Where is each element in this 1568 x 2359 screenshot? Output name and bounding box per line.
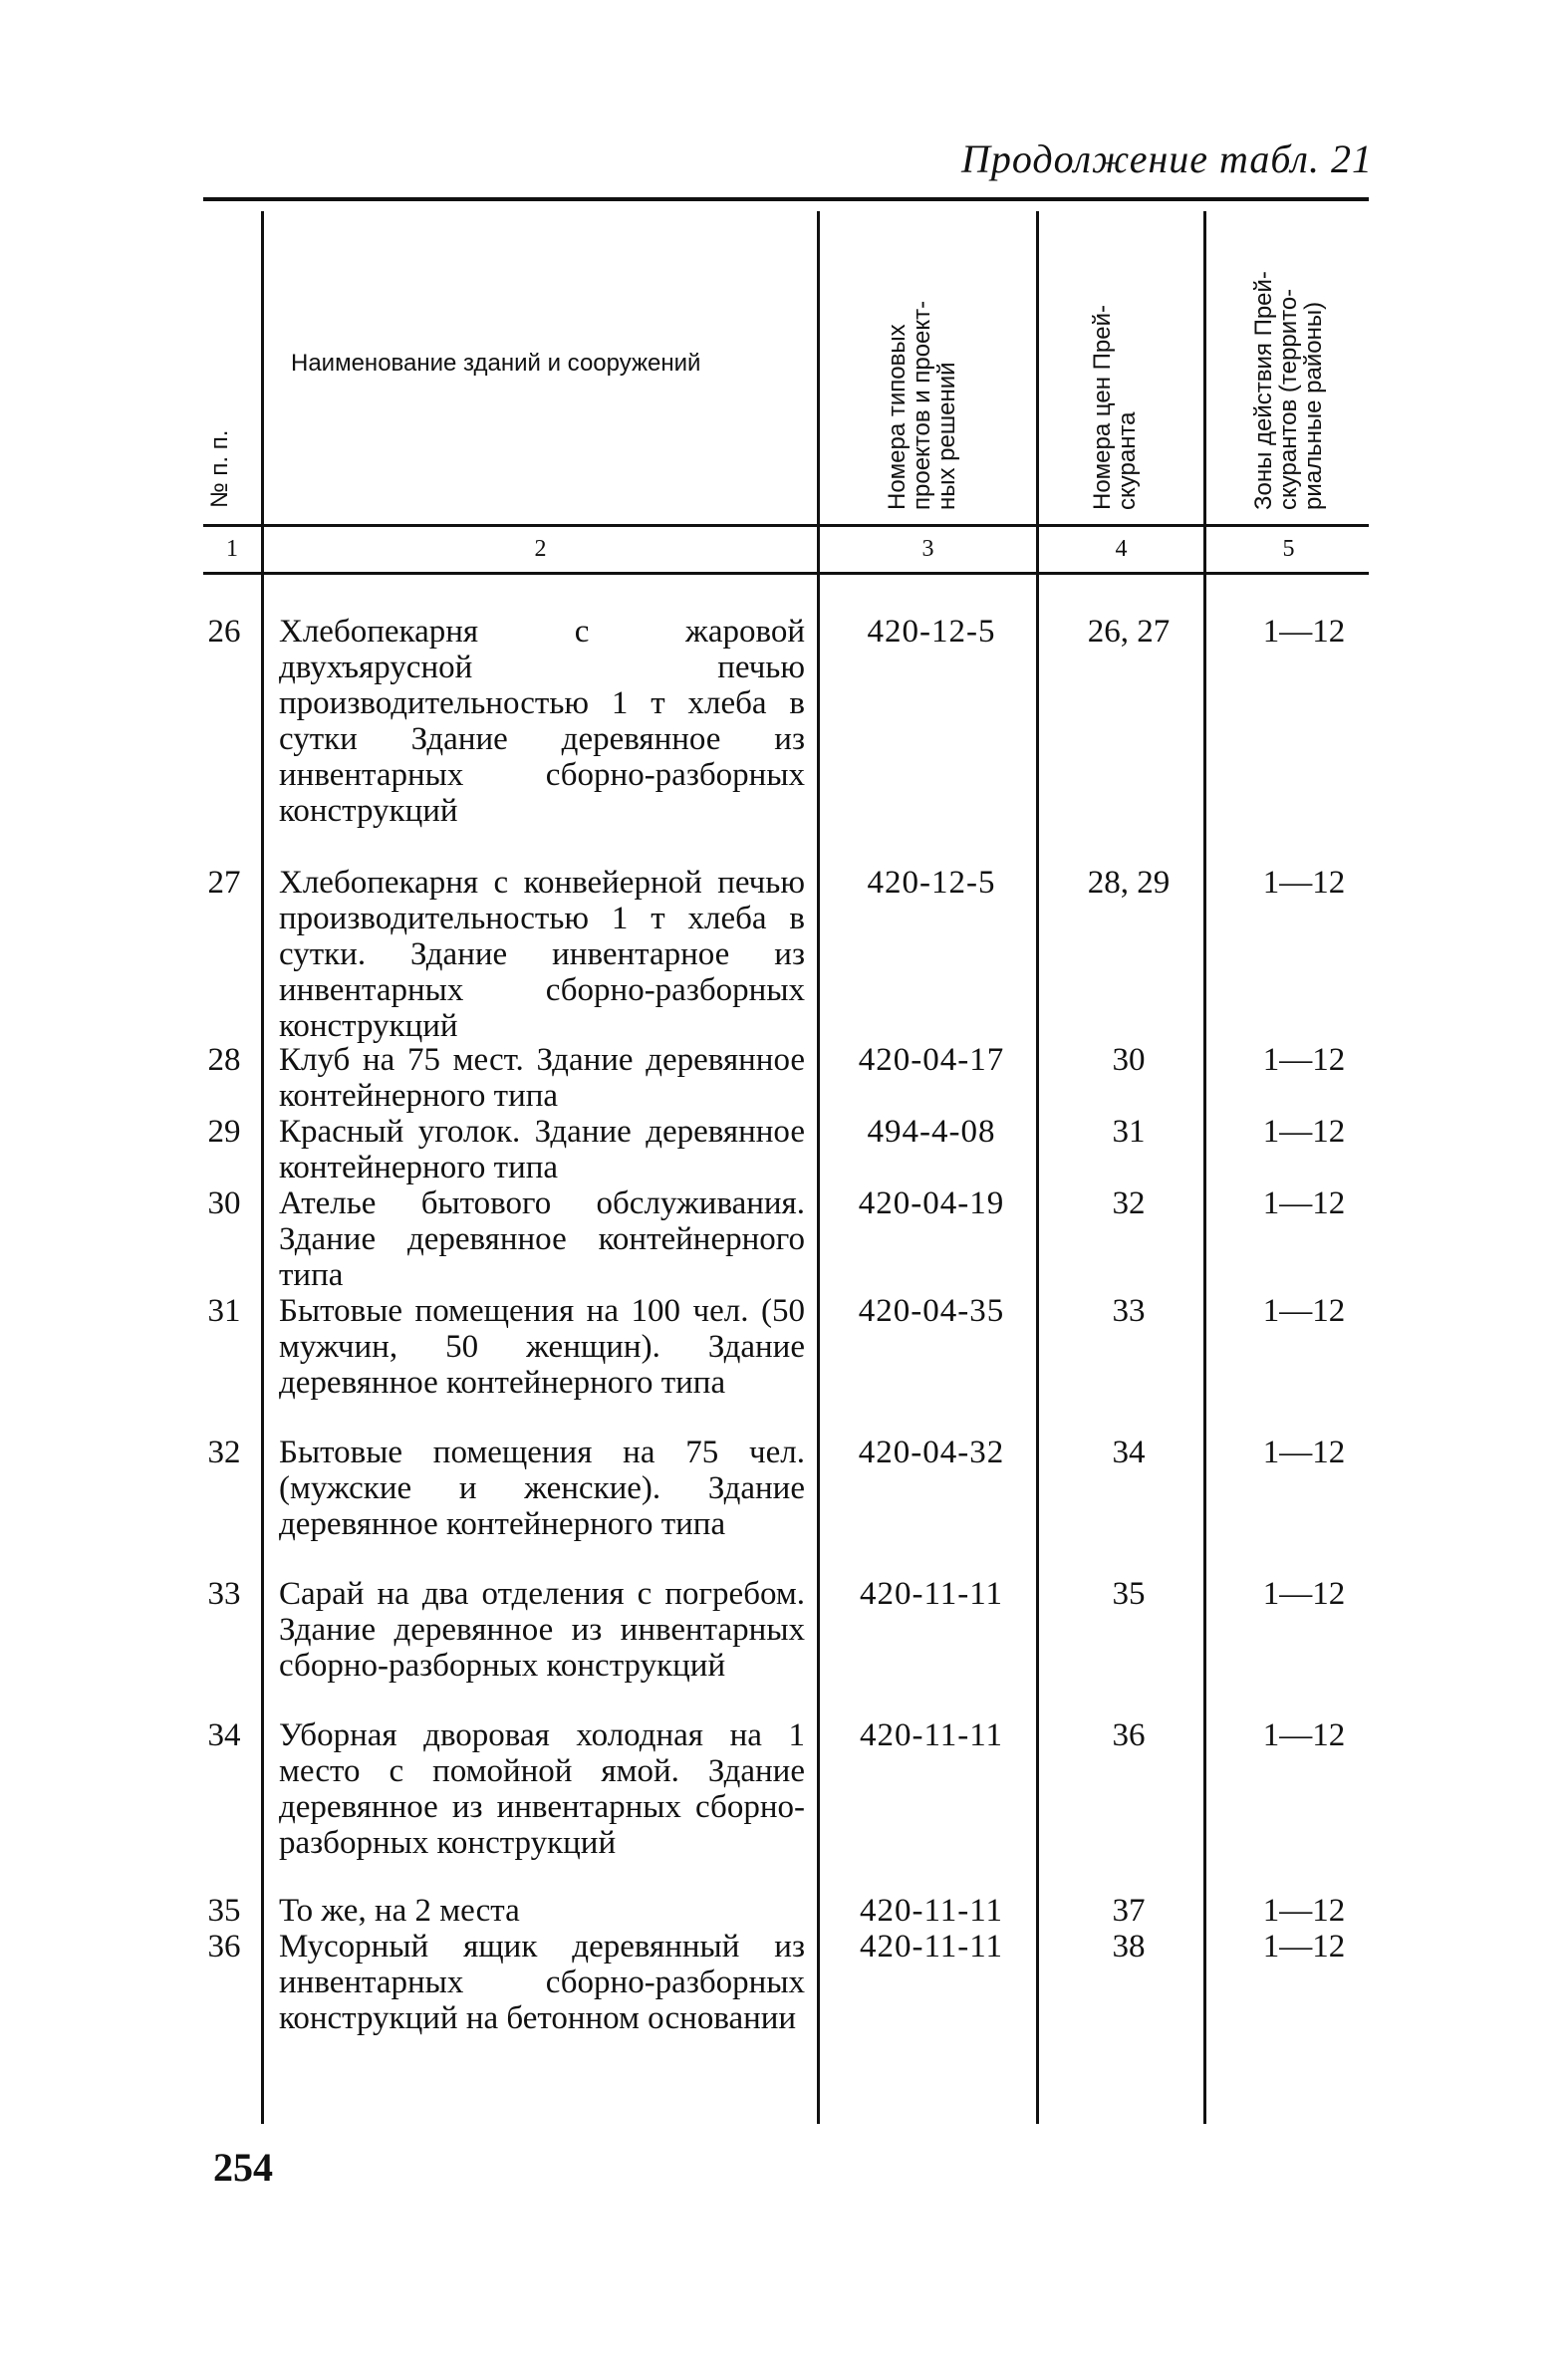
price-numbers: 34: [1112, 1435, 1146, 1470]
project-number: 420-11-11: [859, 1576, 1004, 1612]
row-number: 29: [207, 1114, 241, 1150]
header-price-numbers: Номера цен Прей- скуранта: [1089, 305, 1141, 510]
building-name: Хлебопекарня с конвейерной печью производительностью 1 т хлеба в сутки. Здание инвентарное из инвентарных сборно-разборных конструкций: [279, 865, 805, 1044]
building-name: Бытовые помещения на 100 чел. (50 мужчин, 50 женщин). Здание деревянное контейнерного типа: [279, 1293, 805, 1401]
building-name: Сарай на два отделения с погребом. Здание деревянное из инвентарных сборно-разборных конструкций: [279, 1576, 805, 1684]
building-name: Клуб на 75 мест. Здание деревянное контейнерного типа: [279, 1042, 805, 1114]
project-number: 420-04-35: [858, 1293, 1005, 1329]
column-divider-1: [261, 211, 264, 2124]
row-number: 33: [207, 1576, 241, 1612]
project-number: 420-12-5: [867, 614, 996, 650]
price-numbers: 38: [1112, 1929, 1146, 1965]
project-number: 494-4-08: [867, 1114, 996, 1150]
price-numbers: 28, 29: [1087, 865, 1171, 901]
price-numbers: 37: [1112, 1893, 1146, 1929]
price-zones: 1—12: [1262, 1576, 1346, 1612]
row-number: 27: [207, 865, 241, 901]
price-numbers: 36: [1112, 1717, 1146, 1753]
column-number-3: 3: [921, 536, 934, 562]
building-name: Красный уголок. Здание деревянное контейнерного типа: [279, 1114, 805, 1185]
price-zones: 1—12: [1262, 1185, 1346, 1221]
row-number: 36: [207, 1929, 241, 1965]
price-numbers: 32: [1112, 1185, 1146, 1221]
column-number-5: 5: [1282, 536, 1295, 562]
column-numbers-rule: [203, 572, 1369, 575]
project-number: 420-11-11: [859, 1893, 1004, 1929]
header-rule: [203, 524, 1369, 527]
price-zones: 1—12: [1262, 1929, 1346, 1965]
column-number-4: 4: [1115, 536, 1128, 562]
column-divider-3: [1036, 211, 1039, 2124]
price-zones: 1—12: [1262, 614, 1346, 650]
page-number: 254: [213, 2145, 273, 2190]
row-number: 26: [207, 614, 241, 650]
price-numbers: 26, 27: [1087, 614, 1171, 650]
project-number: 420-12-5: [867, 865, 996, 901]
project-number: 420-04-32: [858, 1435, 1005, 1470]
price-zones: 1—12: [1262, 1893, 1346, 1929]
column-divider-4: [1203, 211, 1206, 2124]
price-zones: 1—12: [1262, 1717, 1346, 1753]
price-zones: 1—12: [1262, 1435, 1346, 1470]
header-row-number: № п. п.: [206, 429, 233, 508]
table-continuation-caption: Продолжение табл. 21: [960, 136, 1373, 181]
project-number: 420-04-17: [858, 1042, 1005, 1078]
price-zones: 1—12: [1262, 865, 1346, 901]
row-number: 31: [207, 1293, 241, 1329]
price-numbers: 31: [1112, 1114, 1146, 1150]
row-number: 34: [207, 1717, 241, 1753]
row-number: 35: [207, 1893, 241, 1929]
header-project-numbers: Номера типовых проектов и проект- ных решений: [884, 300, 960, 510]
column-number-1: 1: [226, 536, 238, 562]
price-zones: 1—12: [1262, 1293, 1346, 1329]
row-number: 28: [207, 1042, 241, 1078]
project-number: 420-11-11: [859, 1929, 1004, 1965]
price-numbers: 33: [1112, 1293, 1146, 1329]
building-name: Мусорный ящик деревянный из инвентарных сборно-разборных конструкций на бетонном основании: [279, 1929, 805, 2036]
price-zones: 1—12: [1262, 1114, 1346, 1150]
price-numbers: 30: [1112, 1042, 1146, 1078]
building-name: Уборная дворовая холодная на 1 место с помойной ямой. Здание деревянное из инвентарных сборно-разборных конструкций: [279, 1717, 805, 1861]
building-name: Ателье бытового обслуживания. Здание деревянное контейнерного типа: [279, 1185, 805, 1293]
column-number-2: 2: [534, 536, 547, 562]
row-number: 30: [207, 1185, 241, 1221]
project-number: 420-04-19: [858, 1185, 1005, 1221]
building-name: Бытовые помещения на 75 чел. (мужские и женские). Здание деревянное контейнерного типа: [279, 1435, 805, 1542]
building-name: То же, на 2 места: [279, 1893, 520, 1929]
row-number: 32: [207, 1435, 241, 1470]
price-numbers: 35: [1112, 1576, 1146, 1612]
building-name: Хлебопекарня с жаровой двухъярусной печью производительностью 1 т хлеба в сутки Здание деревянное из инвентарных сборно-разборных конструкций: [279, 614, 805, 829]
column-divider-2: [817, 211, 820, 2124]
top-rule: [203, 197, 1369, 201]
header-price-zones: Зоны действия Прей- скурантов (террито- риальные районы): [1250, 271, 1327, 510]
price-zones: 1—12: [1262, 1042, 1346, 1078]
project-number: 420-11-11: [859, 1717, 1004, 1753]
header-name: Наименование зданий и сооружений: [291, 350, 701, 377]
